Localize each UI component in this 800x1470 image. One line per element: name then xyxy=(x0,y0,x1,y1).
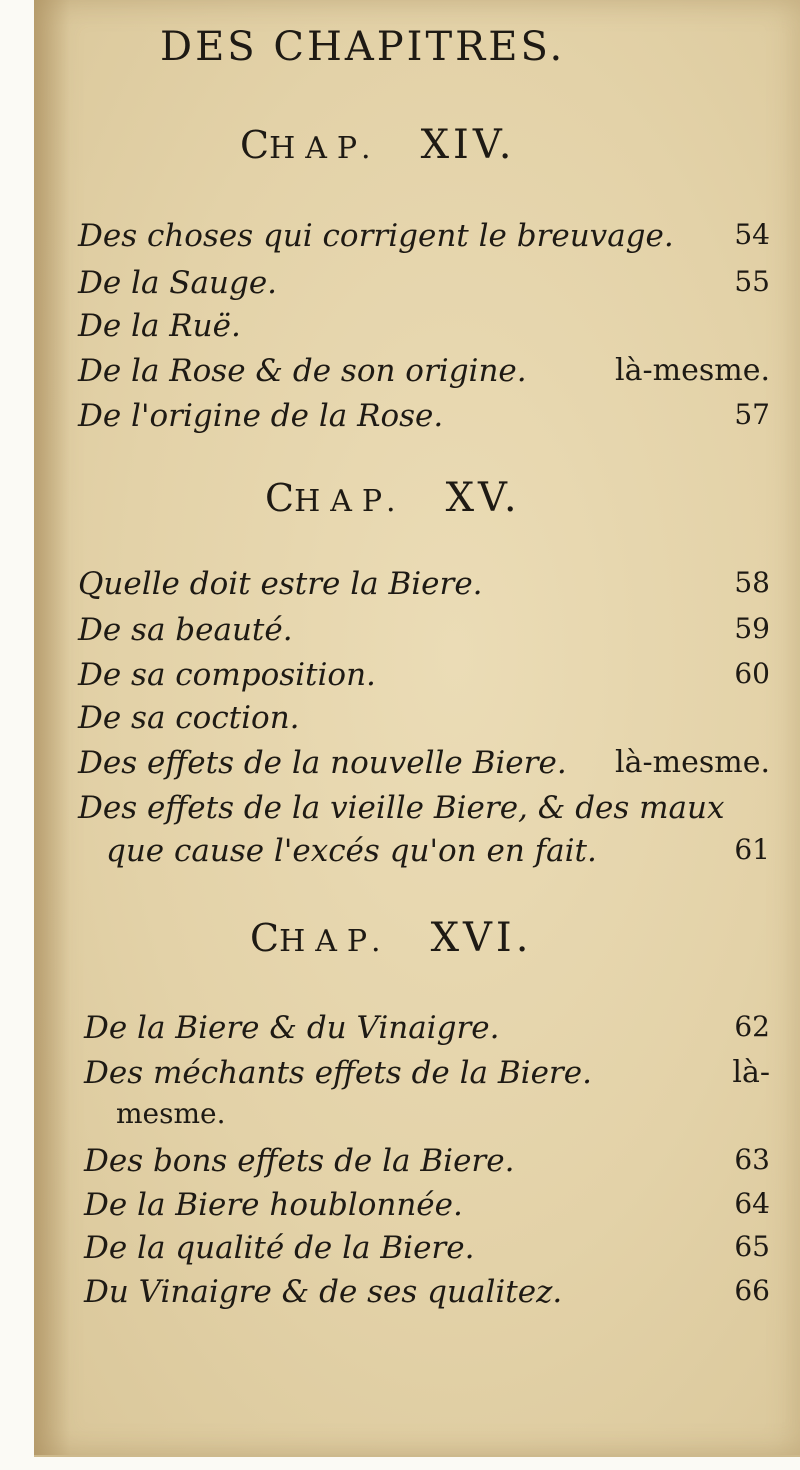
entry-page-continued: mesme. xyxy=(116,1097,226,1130)
entry-page: 59 xyxy=(734,612,770,645)
entry-title: De la Ruë. xyxy=(78,308,241,344)
toc-entry xyxy=(70,1274,770,1318)
chapter-number: XIV. xyxy=(420,122,516,168)
entry-title: Des méchants effets de la Biere. xyxy=(84,1055,592,1091)
toc-entry xyxy=(70,1143,770,1187)
chapter-label-rest: HAP. xyxy=(294,484,406,519)
toc-entry xyxy=(70,790,770,834)
entry-title: De la Biere houblonnée. xyxy=(84,1187,463,1223)
entry-page: 65 xyxy=(734,1230,770,1263)
entry-title: Des choses qui corrigent le breuvage. xyxy=(78,218,674,254)
toc-entry xyxy=(70,1010,770,1054)
entry-page: 58 xyxy=(734,566,770,599)
entry-page: là-mesme. xyxy=(615,745,770,780)
entry-title: De la Biere & du Vinaigre. xyxy=(84,1010,500,1046)
entry-title: Des effets de la vieille Biere, & des maux xyxy=(78,790,725,826)
chapter-label-rest: HAP. xyxy=(279,924,391,959)
entry-title: De sa beauté. xyxy=(78,612,293,648)
chapter-number: XV. xyxy=(445,475,521,521)
entry-page: 55 xyxy=(734,265,770,298)
entry-page: 60 xyxy=(734,657,770,690)
toc-entry xyxy=(70,1055,770,1099)
running-head: DES CHAPITRES. xyxy=(160,24,566,70)
entry-title: De sa composition. xyxy=(78,657,376,693)
toc-entry xyxy=(70,1230,770,1274)
entry-title: De la Sauge. xyxy=(78,265,278,301)
chapter-label-initial: C xyxy=(240,123,270,167)
entry-page: 61 xyxy=(734,833,770,866)
toc-entry xyxy=(70,745,770,789)
chapter-label-rest: HAP. xyxy=(269,131,381,166)
toc-entry xyxy=(70,218,770,262)
entry-title: De la qualité de la Biere. xyxy=(84,1230,475,1266)
entry-title: Du Vinaigre & de ses qualitez. xyxy=(84,1274,563,1310)
toc-entry-continuation xyxy=(70,833,770,877)
toc-entry xyxy=(70,657,770,701)
entry-title-continued: que cause l'excés qu'on en fait. xyxy=(106,833,597,869)
entry-page: 64 xyxy=(734,1187,770,1220)
page-gutter-shadow xyxy=(34,0,70,1455)
entry-page: là- xyxy=(732,1055,770,1090)
entry-title: De sa coction. xyxy=(78,700,300,736)
chapter-heading-xiv xyxy=(240,122,515,168)
entry-title: De la Rose & de son origine. xyxy=(78,353,527,389)
toc-entry xyxy=(70,308,770,352)
toc-entry xyxy=(70,353,770,397)
chapter-label-initial: C xyxy=(265,476,295,520)
entry-page: 57 xyxy=(734,398,770,431)
toc-entry xyxy=(70,1187,770,1231)
toc-entry xyxy=(70,398,770,442)
chapter-label-initial: C xyxy=(250,916,280,960)
toc-entry xyxy=(70,566,770,610)
entry-page: 62 xyxy=(734,1010,770,1043)
entry-title: De l'origine de la Rose. xyxy=(78,398,444,434)
entry-title: Des effets de la nouvelle Biere. xyxy=(78,745,567,781)
chapter-number: XVI. xyxy=(430,915,533,961)
chapter-heading-xvi xyxy=(250,915,532,961)
entry-page: 63 xyxy=(734,1143,770,1176)
toc-entry xyxy=(70,265,770,309)
toc-entry xyxy=(70,700,770,744)
entry-title: Quelle doit estre la Biere. xyxy=(78,566,483,602)
entry-page: là-mesme. xyxy=(615,353,770,388)
chapter-heading-xv xyxy=(265,475,521,521)
entry-page: 54 xyxy=(734,218,770,251)
toc-entry xyxy=(70,612,770,656)
entry-title: Des bons effets de la Biere. xyxy=(84,1143,515,1179)
entry-page: 66 xyxy=(734,1274,770,1307)
